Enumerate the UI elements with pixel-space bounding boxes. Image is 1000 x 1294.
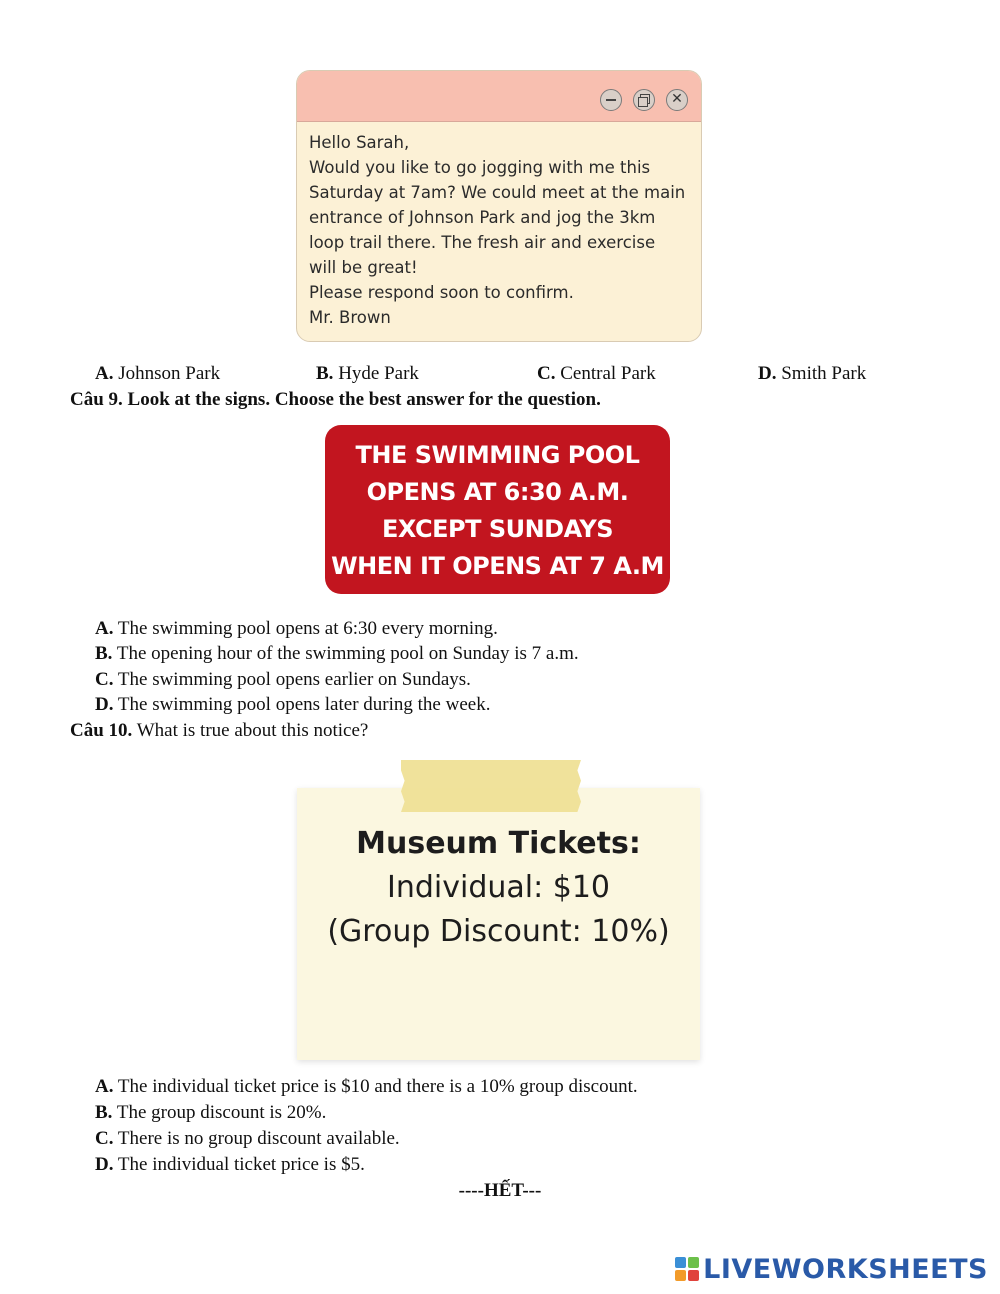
swimming-pool-sign (325, 425, 670, 594)
q10-option-a[interactable]: A. The individual ticket price is $10 and there is a 10% group discount. (95, 1076, 638, 1097)
logo-text: LIVEWORKSHEETS (703, 1253, 988, 1285)
liveworksheets-logo (675, 1252, 988, 1286)
email-line: Would you like to go jogging with me this (309, 158, 651, 177)
q10-option-c[interactable]: C. There is no group discount available. (95, 1128, 400, 1149)
logo-cell (688, 1257, 699, 1268)
email-line: entrance of Johnson Park and jog the 3km (309, 208, 656, 227)
logo-cell (675, 1257, 686, 1268)
tape-strip (401, 760, 581, 812)
q9-heading: Câu 9. Look at the signs. Choose the best answer for the question. (70, 389, 601, 410)
q8-option-c[interactable]: C. Central Park (537, 363, 656, 384)
end-mark: ----HẾT--- (458, 1180, 542, 1201)
sign-line: OPENS AT 6:30 A.M. (366, 478, 629, 506)
notice-group-discount: (Group Discount: 10%) (327, 914, 670, 949)
email-body (297, 122, 701, 330)
sign-line: THE SWIMMING POOL (355, 441, 640, 469)
email-line: loop trail there. The fresh air and exercise (309, 233, 656, 252)
q8-option-b[interactable]: B. Hyde Park (316, 363, 419, 384)
q10-heading (70, 720, 368, 742)
email-line: Hello Sarah, (309, 133, 410, 152)
logo-cell (675, 1270, 686, 1281)
logo-cell (688, 1270, 699, 1281)
q10-question: What is true about this notice? (136, 720, 369, 741)
q8-option-d[interactable]: D. Smith Park (758, 363, 867, 384)
q9-option-d[interactable]: D. The swimming pool opens later during the week. (95, 694, 491, 715)
email-line: Mr. Brown (309, 308, 391, 327)
restore-icon (633, 89, 655, 111)
sign-line: EXCEPT SUNDAYS (381, 515, 614, 543)
q10-option-b[interactable]: B. The group discount is 20%. (95, 1102, 327, 1123)
email-line: Saturday at 7am? We could meet at the main (309, 183, 686, 202)
q8-option-a[interactable]: A. Johnson Park (95, 363, 221, 384)
close-icon: ✕ (666, 89, 688, 111)
minimize-icon (600, 89, 622, 111)
q9-option-b[interactable]: B. The opening hour of the swimming pool on Sunday is 7 a.m. (95, 643, 579, 664)
email-message-window (296, 70, 702, 342)
notice-title: Museum Tickets: (356, 826, 641, 861)
q9-option-c[interactable]: C. The swimming pool opens earlier on Sundays. (95, 669, 471, 690)
sign-line: WHEN IT OPENS AT 7 A.M (331, 552, 664, 580)
email-line: Please respond soon to confirm. (309, 283, 574, 302)
email-line: will be great! (309, 258, 418, 277)
notice-individual-price: Individual: $10 (386, 870, 610, 905)
q10-label: Câu 10. (70, 720, 133, 741)
email-titlebar (297, 71, 701, 122)
logo-grid-icon (675, 1257, 699, 1281)
museum-notice-text (297, 822, 700, 954)
q9-option-a[interactable]: A. The swimming pool opens at 6:30 every morning. (95, 618, 498, 639)
q10-option-d[interactable]: D. The individual ticket price is $5. (95, 1154, 365, 1175)
